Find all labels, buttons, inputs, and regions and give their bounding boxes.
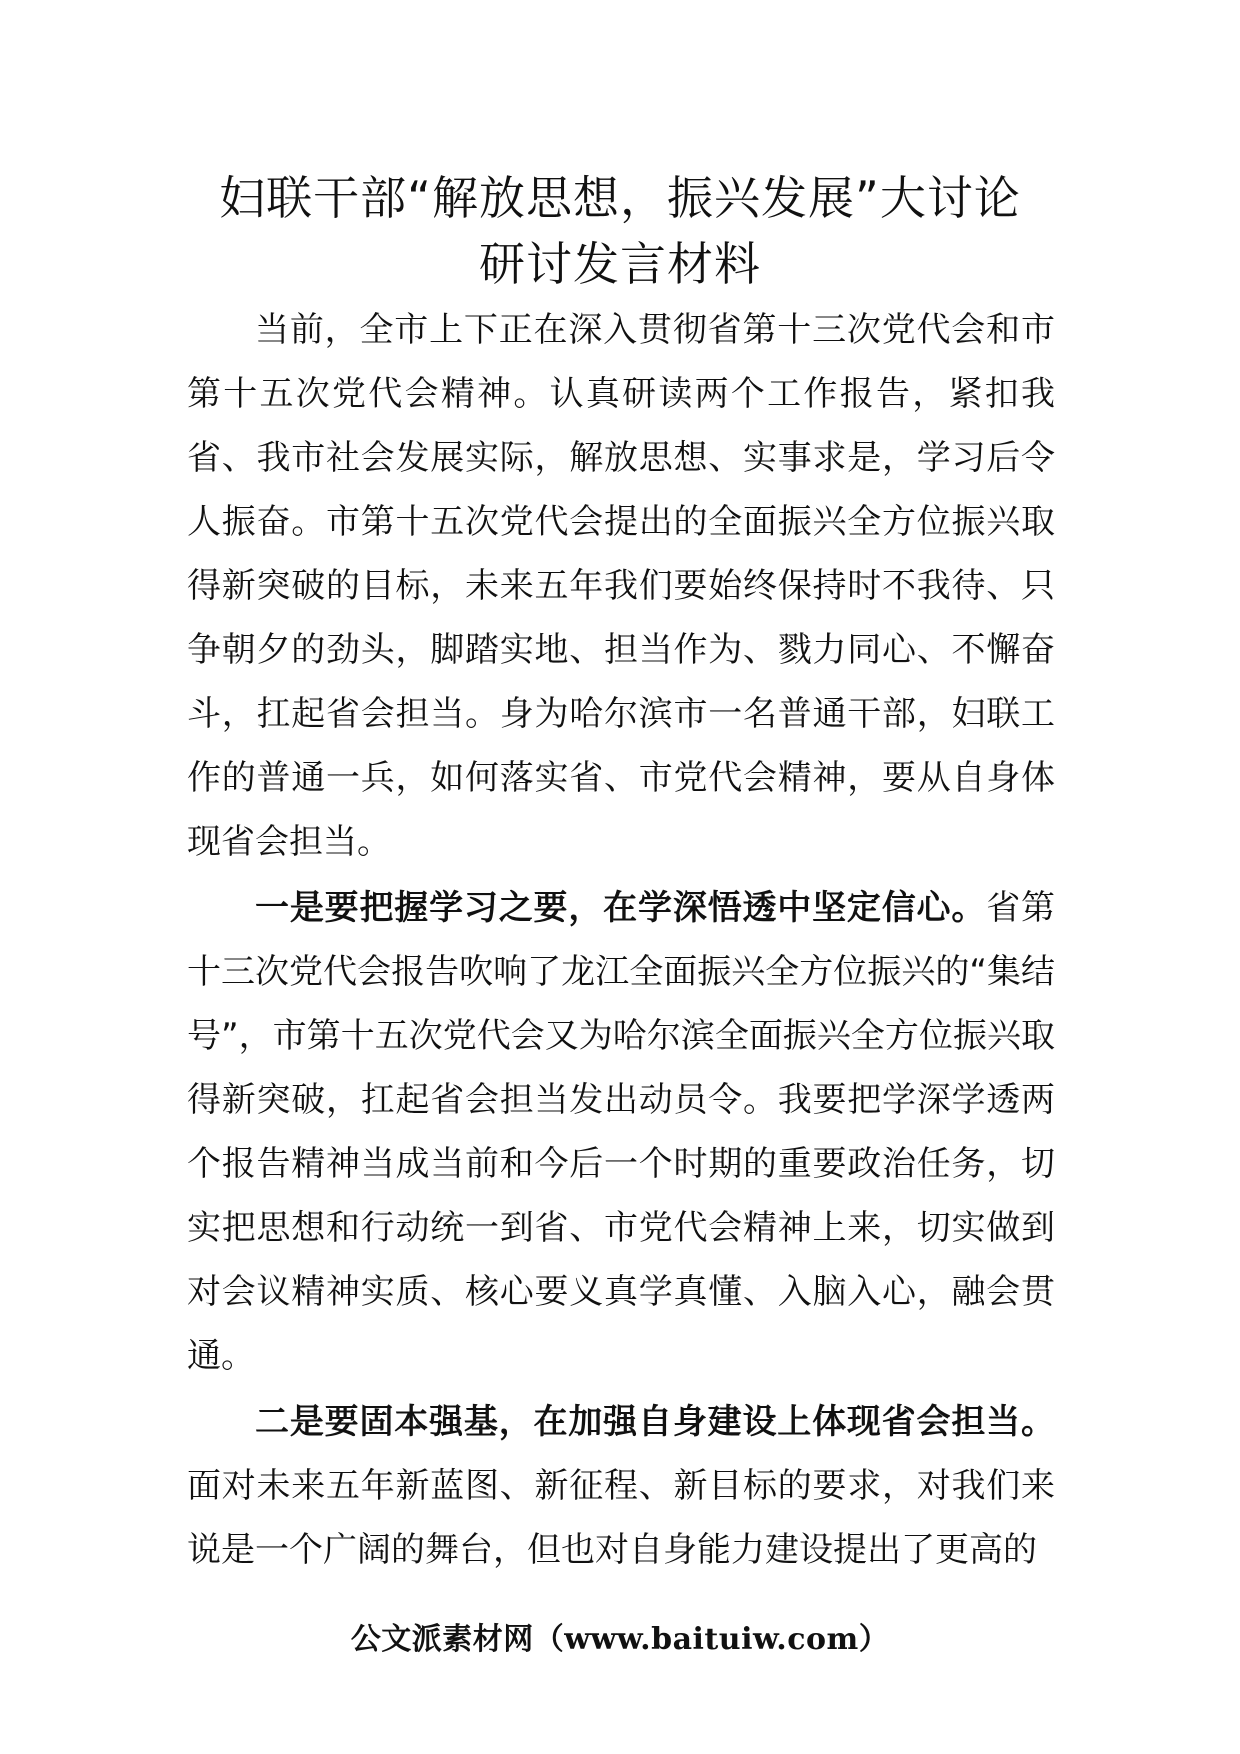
paragraph-text: 当前，全市上下正在深入贯彻省第十三次党代会和市第十五次党代会精神。认真研读两个工作报告，紧扣我省、我市社会发展实际，解放思想、实事求是，学习后令人振奋。市第十五次党代会提出的全面振兴全方位振兴取得新突破的目标，未来五年我们要始终保持时不我待、只争朝夕的劲头，脚踏实地、担当作为、戮力同心、不懈奋斗，扛起省会担当。身为哈尔滨市一名普通干部，妇联工作的普通一兵，如何落实省、市党代会精神，要从自身体现省会担当。 bbox=[187, 310, 1055, 862]
footer-source: 公文派素材网（www.baituiw.com） bbox=[350, 1622, 890, 1657]
paragraph-text: 面对未来五年新蓝图、新征程、新目标的要求，对我们来说是一个广阔的舞台，但也对自身能力建设提出了更高的 bbox=[187, 1466, 1055, 1570]
paragraph-text: 省第十三次党代会报告吹响了龙江全面振兴全方位振兴的“集结号”，市第十五次党代会又为哈尔滨全面振兴全方位振兴取得新突破，扛起省会担当发出动员令。我要把学深学透两个报告精神当成当前和今后一个时期的重要政治任务，切实把思想和行动统一到省、市党代会精神上来，切实做到对会议精神实质、核心要义真学真懂、入脑入心，融会贯通。 bbox=[187, 888, 1056, 1376]
paragraph-point-one bbox=[187, 876, 1055, 1388]
paragraph-intro bbox=[187, 298, 1055, 874]
paragraph-lead: 一是要把握学习之要，在学深悟透中坚定信心。 bbox=[255, 888, 987, 928]
document-title-line-2: 研讨发言材料 bbox=[479, 237, 761, 291]
document-body bbox=[187, 298, 1055, 1582]
document-title-line-1: 妇联干部“解放思想，振兴发展”大讨论 bbox=[219, 171, 1021, 225]
paragraph-lead: 二是要固本强基，在加强自身建设上体现省会担当。 bbox=[255, 1402, 1055, 1442]
paragraph-point-two bbox=[187, 1390, 1055, 1582]
